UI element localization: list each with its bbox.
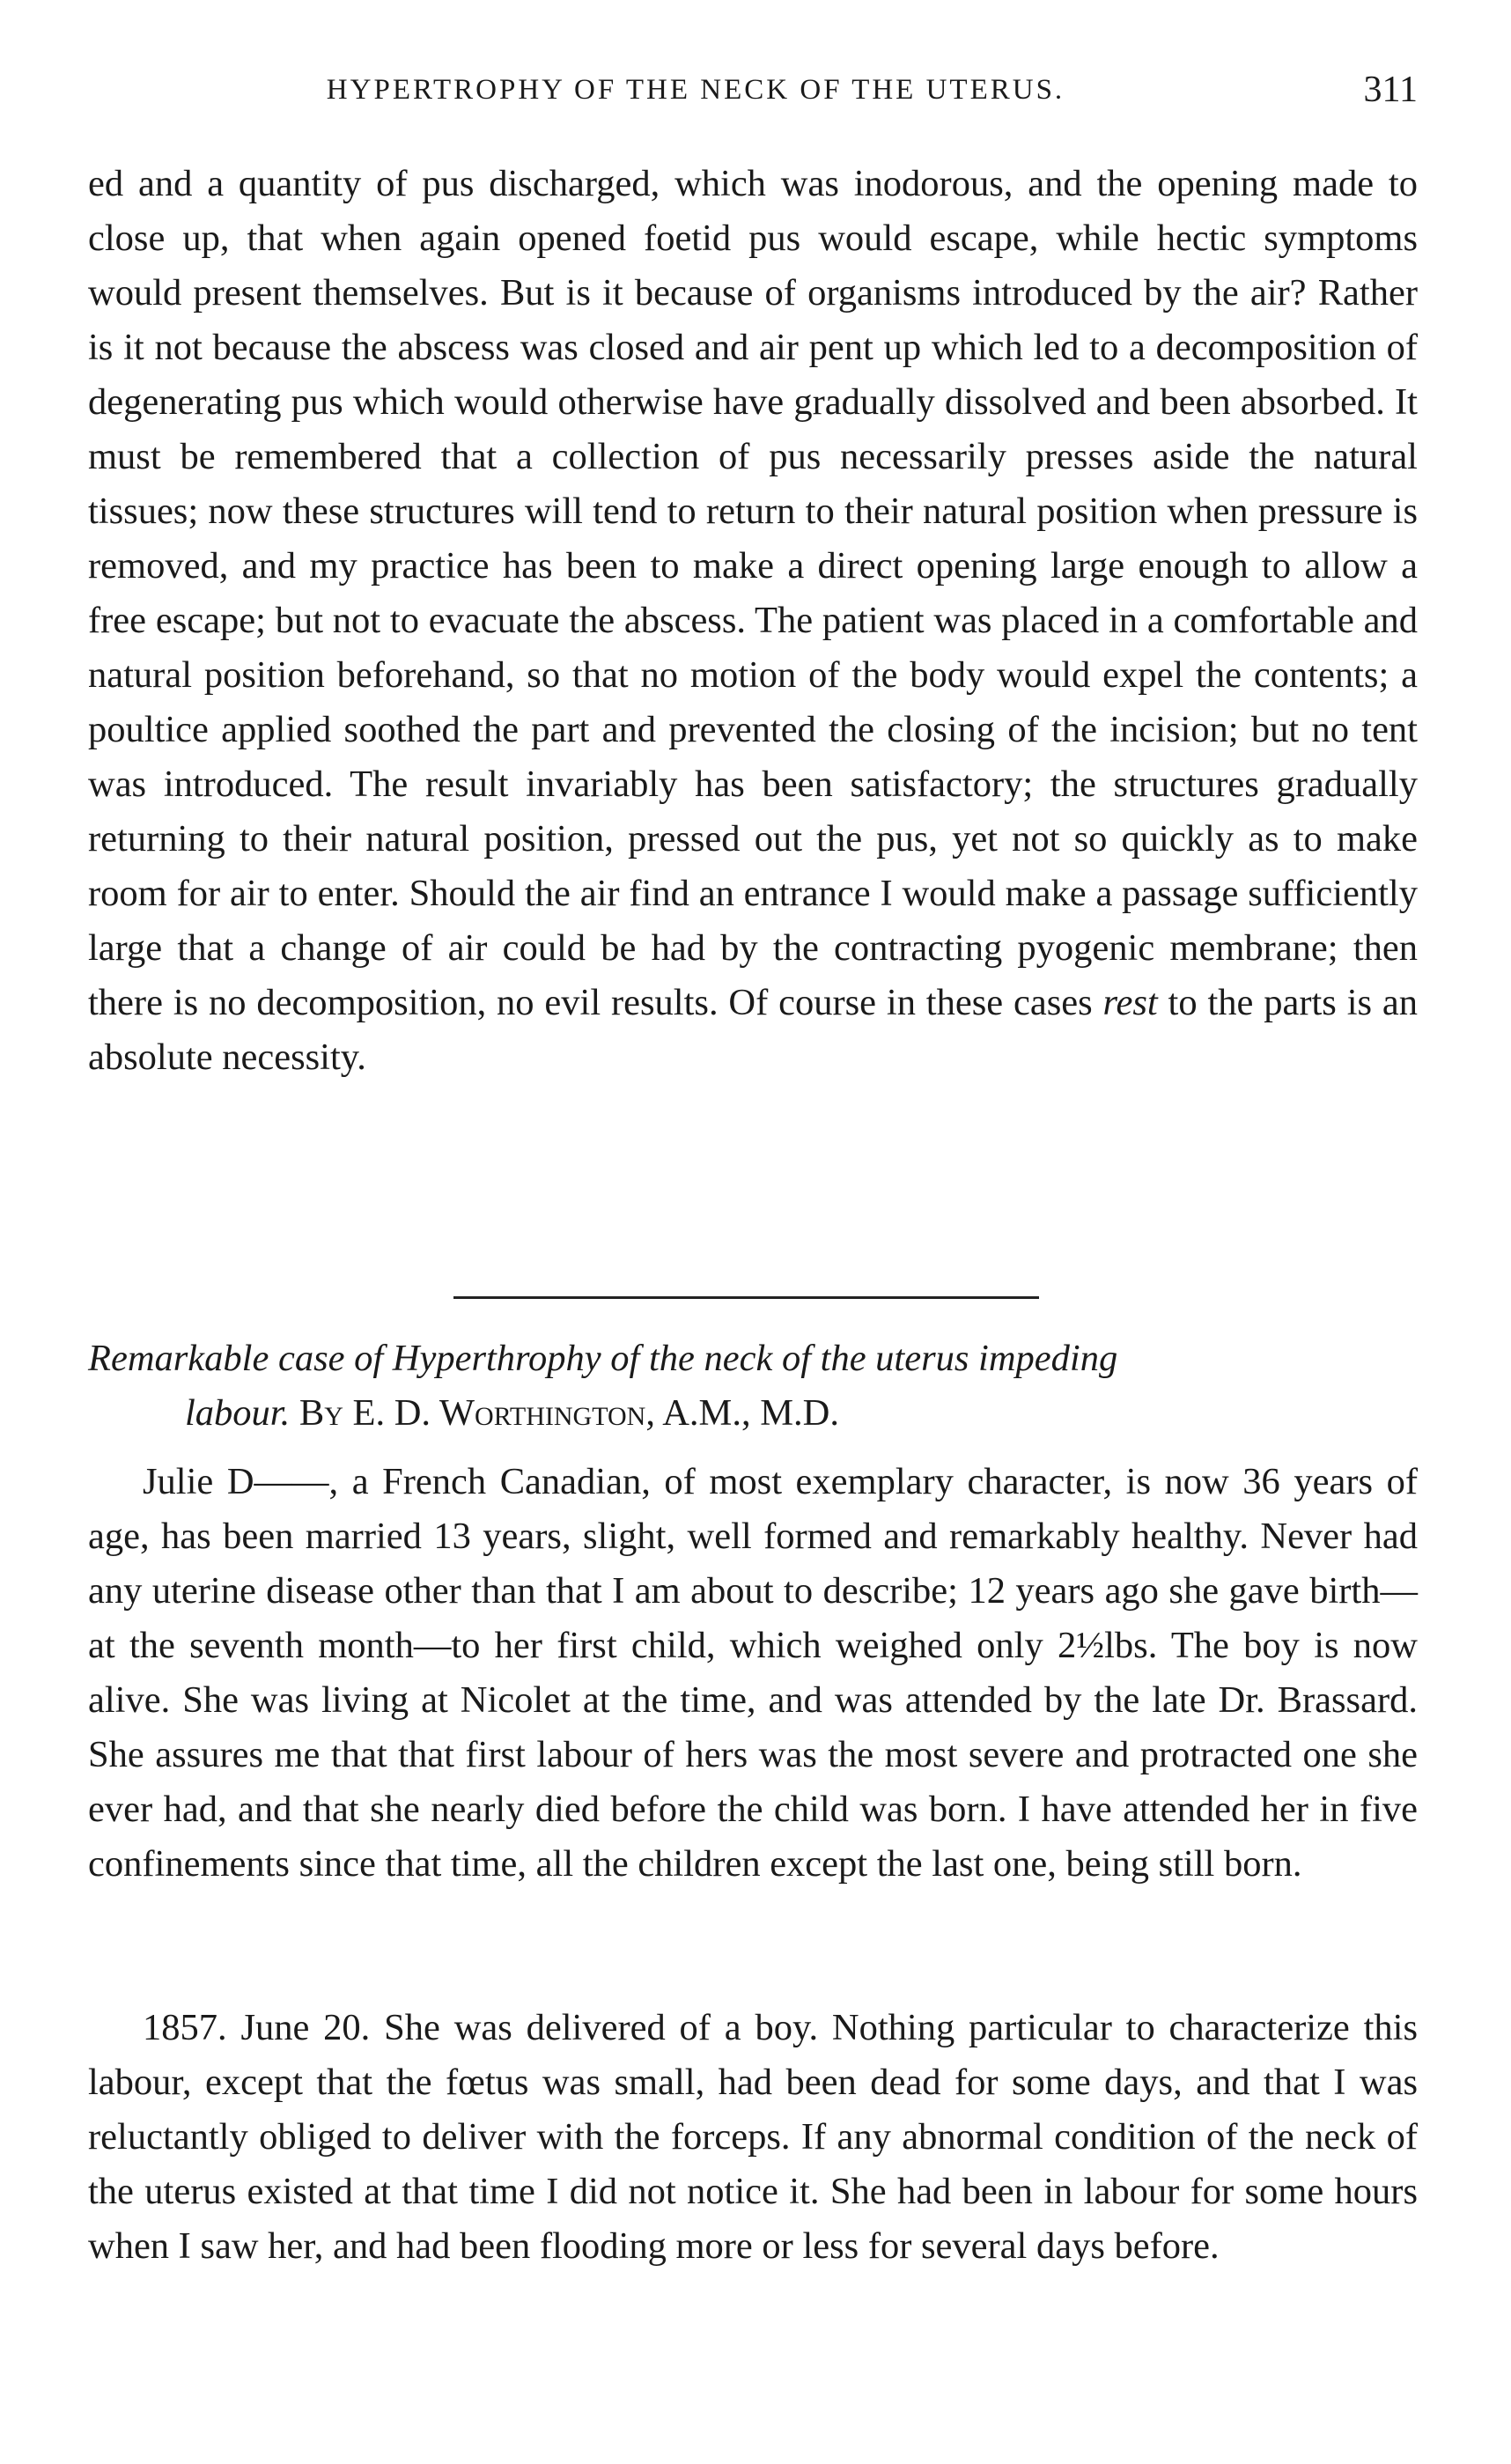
running-head bbox=[88, 69, 1418, 122]
paragraph-text: ed and a quantity of pus discharged, which was inodorous, and the opening made to close up, that when again opened foetid pus would escape, while hectic symptoms would present themselves. But is it because of organisms introduced by the air? Rather is it not because the abscess was closed and air pent up which led to a decomposition of degenerating pus which would otherwise have gradually dissolved and been absorbed. It must be remembered that a collection of pus necessarily presses aside the natural tissues; now these structures will tend to return to their natural position when pressure is removed, and my practice has been to make a direct opening large enough to allow a free escape; but not to evacuate the abscess. The patient was placed in a comfortable and natural position beforehand, so that no motion of the body would expel the contents; a poultice applied soothed the part and prevented the closing of the incision; but no tent was introduced. The result invariably has been satisfactory; the structures gradually returning to their natural position, pressed out the pus, yet not so quickly as to make room for air to enter. Should the air find an entrance I would make a passage sufficiently large that a change of air could be had by the contracting pyogenic membrane; then there is no decomposition, no evil results. Of course in these cases bbox=[88, 163, 1418, 1023]
continued-paragraph bbox=[88, 157, 1418, 1085]
article-heading bbox=[88, 1332, 1418, 1441]
article-title-end: labour. bbox=[185, 1392, 291, 1434]
page-number: 311 bbox=[1363, 70, 1418, 110]
running-title: HYPERTROPHY OF THE NECK OF THE UTERUS. bbox=[326, 74, 1065, 106]
article-title: Remarkable case of Hyperthrophy of the neck of the uterus impeding bbox=[88, 1338, 1118, 1379]
emphasis-rest: rest bbox=[1102, 982, 1158, 1023]
paragraph-end: to the parts is an absolute necessity. bbox=[88, 982, 1419, 1078]
article-paragraph-2: 1857. June 20. She was delivered of a boy. Nothing particular to characterize this labour, except that the fœtus was small, had been dead for some days, and that I was reluctantly obliged to deliver with the forceps. If any abnormal condition of the neck of the uterus existed at that time I did not notice it. She had been in labour for some hours when I saw her, and had been flooding more or less for several days before. bbox=[88, 2007, 1418, 2267]
section-divider bbox=[453, 1296, 1039, 1299]
article-byline: By E. D. Worthington, A.M., M.D. bbox=[299, 1392, 839, 1434]
article-title-line1 bbox=[88, 1332, 1418, 1386]
article-title-line2 bbox=[88, 1386, 1418, 1441]
article-paragraph-1: Julie D——, a French Canadian, of most exemplary character, is now 36 years of age, has been married 13 years, slight, well formed and remarkably healthy. Never had any uterine disease other than that I am about to describe; 12 years ago she gave birth—at the seventh month—to her first child, which weighed only 2½lbs. The boy is now alive. She was living at Nicolet at the time, and was attended by the late Dr. Brassard. She assures me that that first labour of hers was the most severe and protracted one she ever had, and that she nearly died before the child was born. I have attended her in five confinements since that time, all the children except the last one, being still born. bbox=[88, 1461, 1418, 1885]
